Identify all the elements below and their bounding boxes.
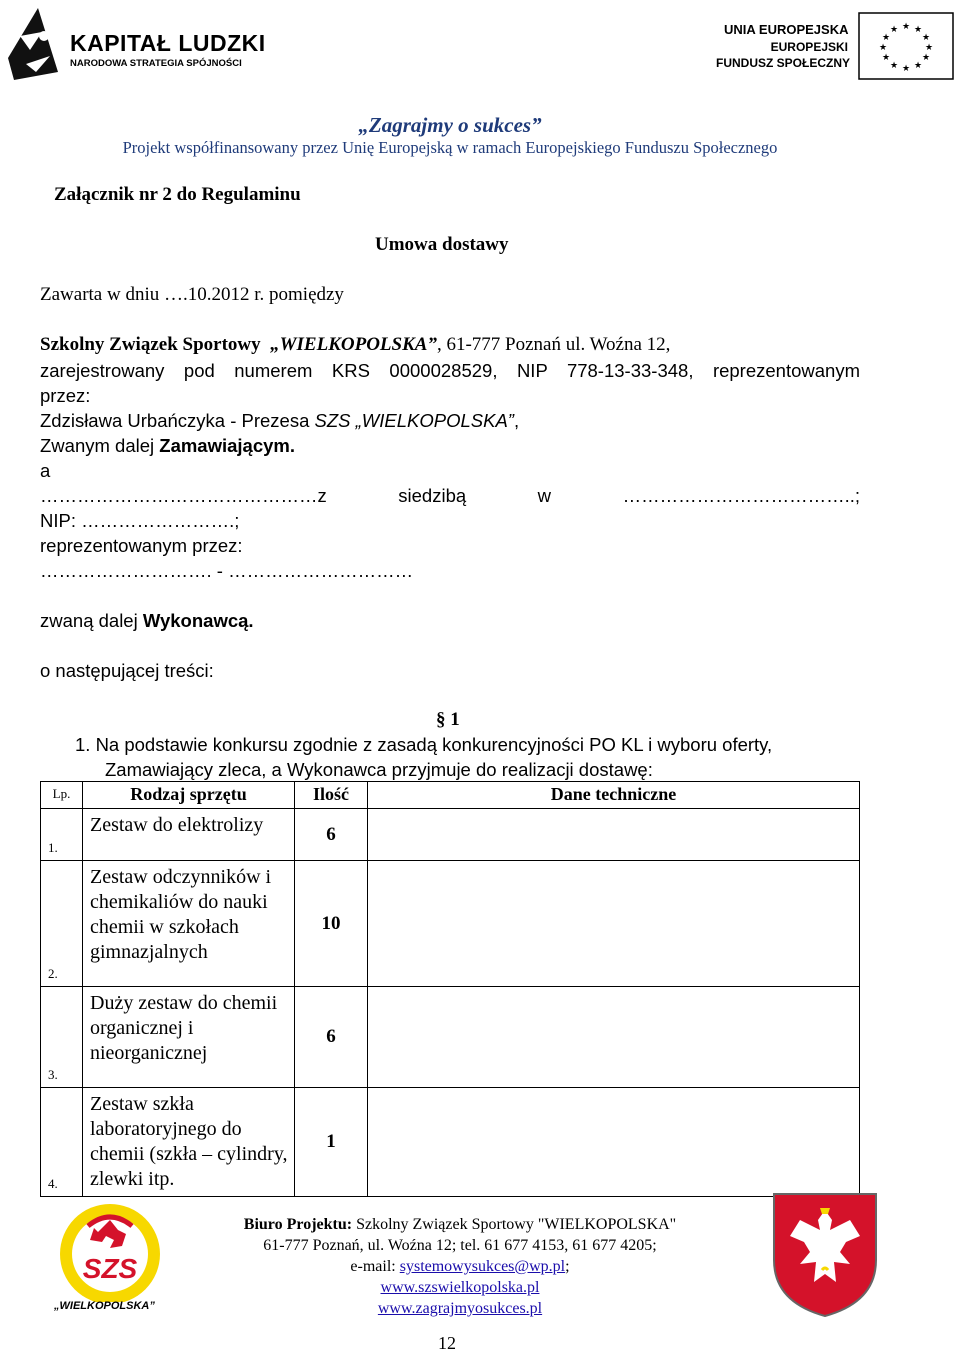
row-quantity: 10	[295, 861, 368, 987]
party2-name-blank: ………………………………………z	[40, 485, 327, 506]
table-row	[41, 987, 860, 1088]
footer-email-link[interactable]: systemowysukces@wp.pl	[399, 1258, 566, 1275]
footer-website1-link[interactable]: www.szswielkopolska.pl	[380, 1279, 540, 1296]
svg-text:★: ★	[921, 53, 931, 63]
table-row	[41, 809, 860, 861]
footer-website1-line	[200, 1277, 720, 1298]
header-technical-data: Dane techniczne	[368, 782, 860, 809]
row-equipment-name: Duży zestaw do chemii organicznej i nieorganicznej	[83, 987, 295, 1088]
eu-line1: UNIA EUROPEJSKA	[724, 22, 849, 37]
party2-nip: NIP: …………………….;	[40, 510, 240, 531]
szs-emblem-icon	[48, 1196, 198, 1302]
party1-representative-org: SZS „WIELKOPOLSKA”	[314, 410, 514, 431]
svg-text:★: ★	[913, 61, 923, 71]
point1-line1: 1. Na podstawie konkursu zgodnie z zasadą konkurencyjności PO KL i wyboru oferty,	[75, 734, 773, 755]
header-lp: Lp.	[41, 782, 83, 809]
footer-address: 61-777 Poznań, ul. Woźna 12; tel. 61 677 4153, 61 677 4205;	[263, 1237, 657, 1254]
footer-office-name: Szkolny Związek Sportowy "WIELKOPOLSKA"	[352, 1216, 677, 1233]
row-technical-data	[368, 809, 860, 861]
party2-called	[40, 610, 254, 632]
party2-represented: reprezentowanym przez:	[40, 535, 243, 556]
point1-line2: Zamawiający zleca, a Wykonawca przyjmuje do realizacji dostawę:	[105, 759, 653, 780]
party1-representative: Zdzisława Urbańczyka - Prezesa	[40, 410, 315, 431]
wielkopolska-coat-of-arms	[770, 1190, 880, 1318]
row-equipment-name: Zestaw do elektrolizy	[83, 809, 295, 861]
svg-text:★: ★	[878, 43, 888, 53]
page-number: 12	[438, 1333, 456, 1353]
party1-line1	[40, 334, 860, 356]
row-technical-data	[368, 861, 860, 987]
svg-text:★: ★	[889, 61, 899, 71]
svg-text:★: ★	[881, 33, 891, 43]
party2-called-name: Wykonawcą.	[142, 610, 254, 631]
section-paragraph: § 1	[436, 709, 460, 730]
party1-line5	[40, 435, 295, 457]
equipment-table	[40, 781, 860, 1197]
party2-seat-label: siedzibą	[398, 485, 467, 506]
footer-website2-link[interactable]: www.zagrajmyosukces.pl	[377, 1300, 543, 1317]
eu-line2: EUROPEJSKI	[770, 40, 848, 54]
party2-seat-blank: ………………………………..;	[622, 485, 860, 506]
szs-logo	[48, 1196, 198, 1320]
and-conjunction: a	[40, 460, 51, 481]
kapital-ludzki-title: KAPITAŁ LUDZKI	[70, 30, 266, 56]
party2-called-label: zwaną dalej	[40, 610, 143, 631]
svg-text:★: ★	[901, 22, 911, 32]
svg-text:★: ★	[924, 43, 934, 53]
header-quantity: Ilość	[295, 782, 368, 809]
kapital-ludzki-emblem-icon	[6, 6, 66, 82]
table-row	[41, 861, 860, 987]
party1-representative-comma: ,	[513, 410, 520, 431]
eu-line3: FUNDUSZ SPOŁECZNY	[716, 56, 851, 70]
eu-logo	[716, 12, 954, 80]
party2-line1	[40, 485, 860, 507]
table-row	[41, 1088, 860, 1197]
row-lp: 1.	[41, 809, 83, 861]
content-intro: o następującej treści:	[40, 660, 214, 681]
party1-org-name: Szkolny Związek Sportowy	[40, 334, 261, 355]
party1-called-label: Zwanym dalej	[40, 435, 160, 456]
row-lp: 3.	[41, 987, 83, 1088]
row-lp: 4.	[41, 1088, 83, 1197]
party2-representative-blank: ………………………. - …………………………	[40, 560, 414, 581]
project-subtitle: Projekt współfinansowany przez Unię Europejską w ramach Europejskiego Funduszu Społecznego	[122, 138, 778, 157]
party1-org-address: , 61-777 Poznań ul. Woźna 12,	[436, 334, 671, 355]
concluded-line: Zawarta w dniu ….10.2012 r. pomiędzy	[40, 284, 344, 305]
eagle-coat-of-arms-icon	[770, 1190, 880, 1318]
row-technical-data	[368, 987, 860, 1088]
row-technical-data	[368, 1088, 860, 1197]
svg-text:★: ★	[901, 64, 911, 74]
party2-seat-in: w	[537, 485, 552, 506]
row-lp: 2.	[41, 861, 83, 987]
contract-title: Umowa dostawy	[375, 234, 509, 255]
row-equipment-name: Zestaw szkła laboratoryjnego do chemii (szkła – cylindry, zlewki itp.	[83, 1088, 295, 1197]
eu-flag-icon	[858, 12, 954, 80]
row-quantity: 6	[295, 809, 368, 861]
svg-text:★: ★	[913, 25, 923, 35]
footer-office-label: Biuro Projektu:	[243, 1216, 353, 1233]
svg-text:★: ★	[889, 25, 899, 35]
table-header-row	[41, 782, 860, 809]
project-title: „Zagrajmy o sukces”	[358, 113, 542, 137]
footer-email-label: e-mail:	[350, 1258, 400, 1275]
party1-org-quoted: „WIELKOPOLSKA”	[270, 334, 437, 355]
annex-title: Załącznik nr 2 do Regulaminu	[54, 184, 301, 205]
row-equipment-name: Zestaw odczynników i chemikaliów do nauki chemii w szkołach gimnazjalnych	[83, 861, 295, 987]
svg-text:★: ★	[921, 33, 931, 43]
szs-logo-text: SZS	[82, 1253, 138, 1284]
kapital-ludzki-logo	[6, 6, 266, 82]
header-equipment-type: Rodzaj sprzętu	[83, 782, 295, 809]
footer-office	[200, 1214, 720, 1235]
row-quantity: 1	[295, 1088, 368, 1197]
party1-called-name: Zamawiającym.	[159, 435, 296, 456]
row-quantity: 6	[295, 987, 368, 1088]
party1-line2: zarejestrowany pod numerem KRS 0000028529, NIP 778-13-33-348, reprezentowanym	[40, 360, 860, 381]
footer-email-suffix: ;	[565, 1258, 570, 1275]
party1-line3: przez:	[40, 385, 91, 406]
svg-text:★: ★	[881, 53, 891, 63]
party1-line4	[40, 410, 519, 432]
footer-website2-line	[200, 1298, 720, 1319]
kapital-ludzki-subtitle: NARODOWA STRATEGIA SPÓJNOŚCI	[70, 58, 242, 69]
footer-email-line	[200, 1256, 720, 1277]
szs-caption: „WIELKOPOLSKA”	[54, 1300, 155, 1312]
